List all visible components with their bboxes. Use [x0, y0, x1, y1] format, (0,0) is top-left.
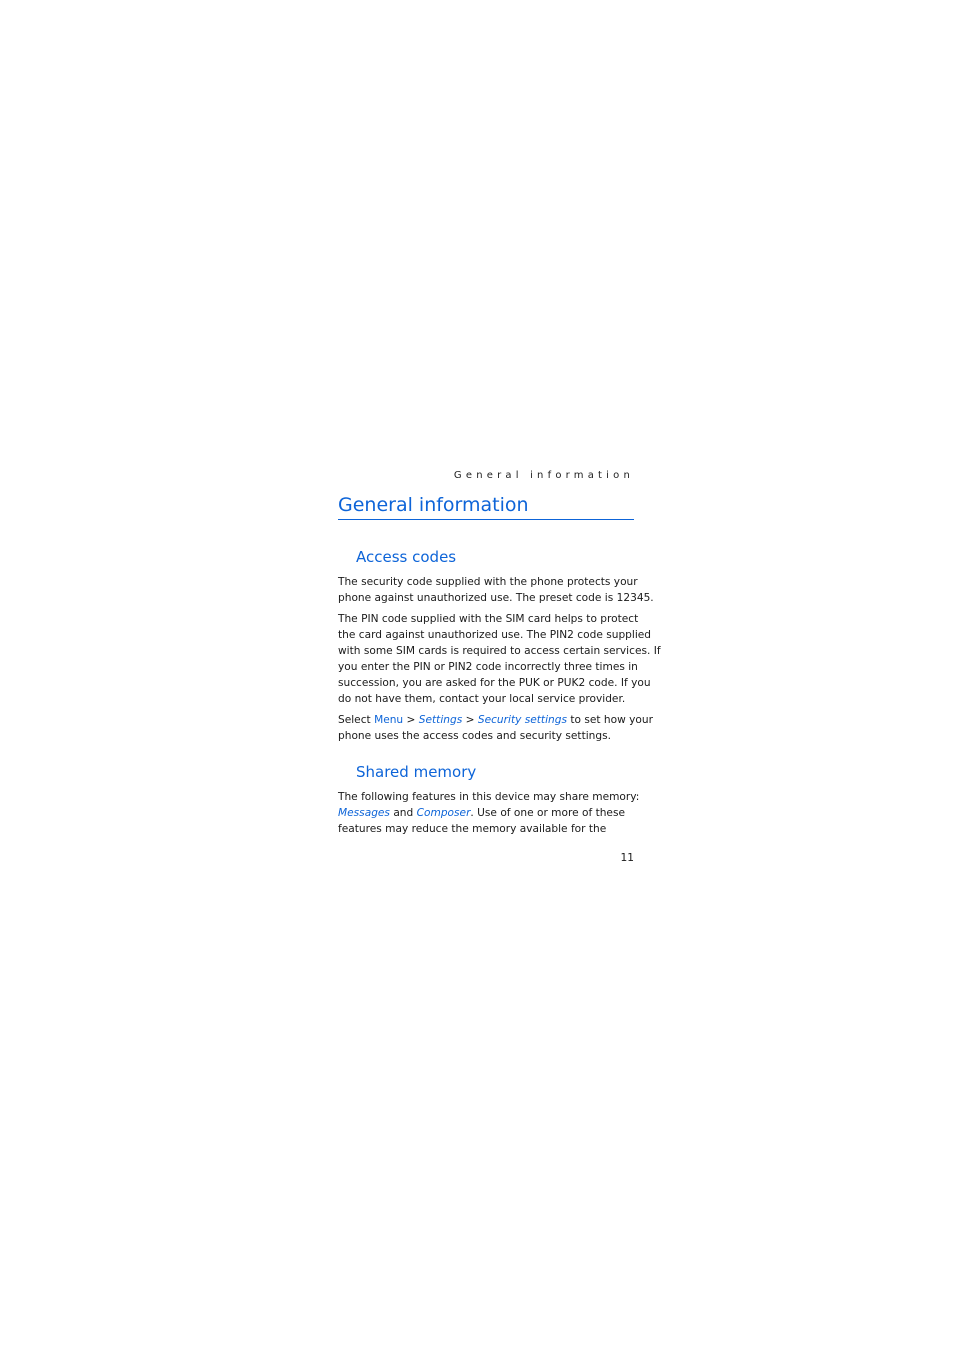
section-heading-shared-memory: Shared memory [356, 763, 477, 781]
text-line: with some SIM cards is required to access certain services. If [338, 645, 661, 657]
feature-composer: Composer [416, 807, 471, 819]
text-line: The PIN code supplied with the SIM card helps to protect [338, 613, 639, 625]
section-heading-access-codes: Access codes [356, 548, 457, 566]
running-header: General information [453, 470, 634, 481]
path-separator: > [403, 714, 419, 726]
select-text-rest: to set how your [566, 714, 653, 726]
chapter-title: General information [338, 494, 634, 520]
text-line: features may reduce the memory available for the [338, 823, 607, 835]
shared-memory-rest: . Use of one or more of these [470, 807, 625, 819]
text-line: The following features in this device may share memory: [338, 791, 640, 803]
menu-path-security-settings: Security settings [477, 714, 567, 726]
text-line: The security code supplied with the phone protects your [338, 576, 638, 588]
text-line: you enter the PIN or PIN2 code incorrectly three times in [338, 661, 638, 673]
text-line: do not have them, contact your local service provider. [338, 693, 626, 705]
text-line: phone against unauthorized use. The preset code is 12345. [338, 592, 654, 604]
paragraph-select-menu-path [338, 712, 653, 744]
page-number: 11 [620, 852, 634, 864]
text-line: phone uses the access codes and security settings. [338, 730, 611, 742]
select-text: Select [338, 714, 375, 726]
text-line [338, 805, 638, 821]
and-text: and [389, 807, 417, 819]
text-line [338, 712, 653, 728]
paragraph-shared-memory [338, 789, 638, 837]
menu-path-settings: Settings [418, 714, 463, 726]
text-line: the card against unauthorized use. The PIN2 code supplied [338, 629, 652, 641]
path-separator: > [462, 714, 478, 726]
paragraph-security-code [338, 574, 654, 606]
menu-path-menu: Menu [374, 714, 404, 726]
text-line: succession, you are asked for the PUK or PUK2 code. If you [338, 677, 651, 689]
paragraph-pin-code [338, 611, 661, 707]
feature-messages: Messages [338, 807, 390, 819]
